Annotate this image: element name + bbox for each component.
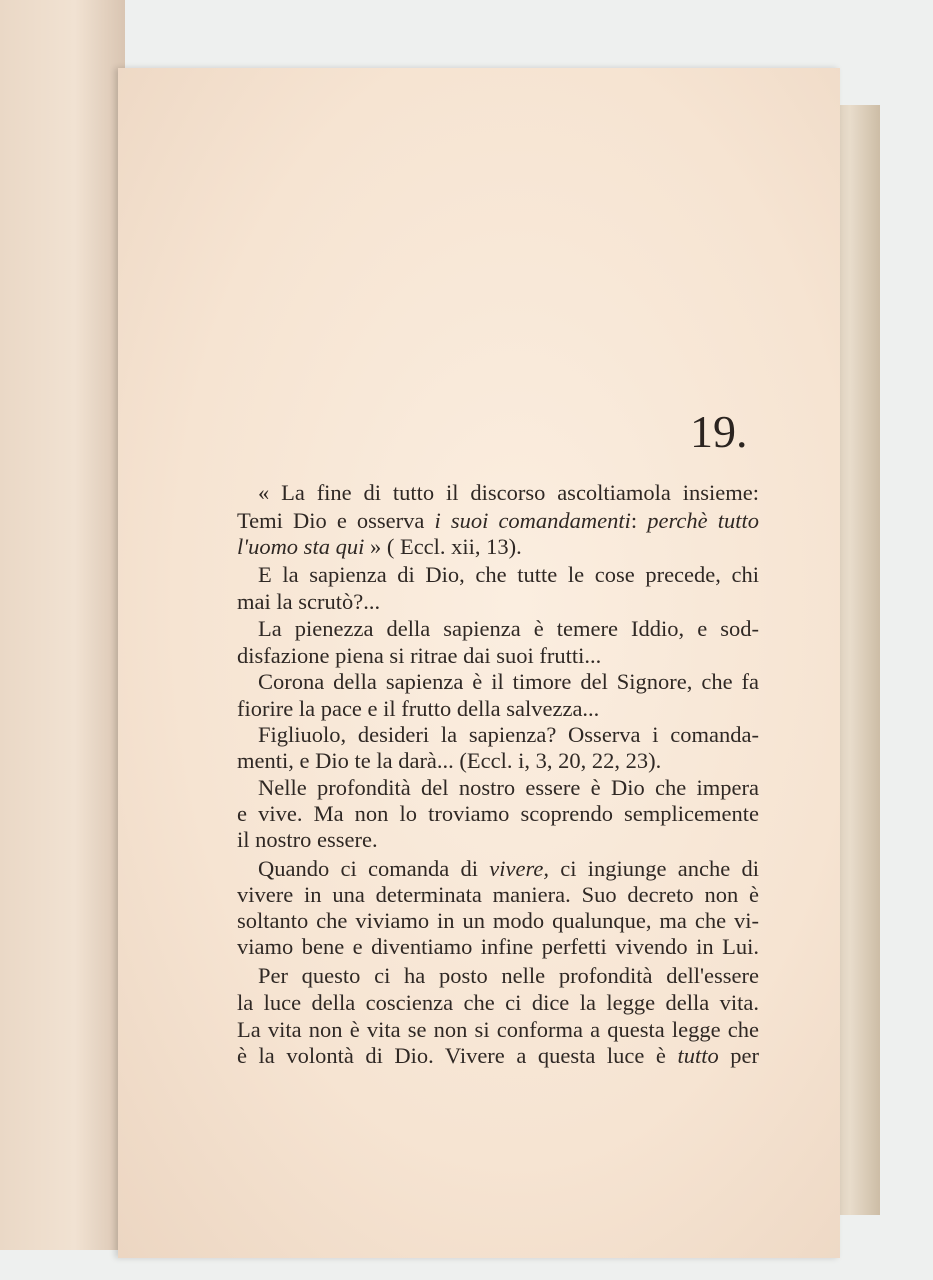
- text-line: [237, 534, 759, 560]
- text-segment: menti, e Dio te la darà... (Eccl. i, 3, 20, 22, 23).: [237, 748, 662, 773]
- text-segment: La vita non è vita se non si conforma a questa legge che: [237, 1017, 759, 1042]
- text-segment: fiorire la pace e il frutto della salvezza...: [237, 696, 600, 721]
- text-segment: Temi Dio e osserva: [237, 508, 435, 533]
- text-line: [237, 1043, 759, 1069]
- text-segment: il nostro essere.: [237, 827, 378, 852]
- text-line: [237, 696, 759, 722]
- text-segment: mai la scrutò?...: [237, 589, 381, 614]
- text-segment: La pienezza della sapienza è temere Iddio, e sod-: [258, 616, 759, 641]
- text-segment: soltanto che viviamo in un modo qualunque, ma che vi-: [237, 908, 759, 933]
- text-line: [258, 669, 759, 695]
- italic-text: i suoi comandamenti: [434, 508, 631, 533]
- text-segment: disfazione piena si ritrae dai suoi frutti...: [237, 643, 602, 668]
- italic-text: l'uomo sta qui: [237, 534, 365, 559]
- text-line: [237, 589, 759, 615]
- text-line: [237, 934, 759, 960]
- text-segment: per: [718, 1043, 759, 1068]
- chapter-number: 19.: [690, 406, 748, 457]
- text-line: [237, 882, 759, 908]
- text-line: [258, 616, 759, 642]
- text-segment: e vive. Ma non lo troviamo scoprendo semplicemente: [237, 801, 759, 826]
- italic-text: tutto: [677, 1043, 719, 1068]
- text-segment: « La fine di tutto il discorso ascoltiamola insieme:: [258, 480, 759, 505]
- left-page-edge: [0, 0, 125, 1250]
- text-segment: è la volontà di Dio. Vivere a questa luce è: [237, 1043, 678, 1068]
- text-line: [237, 643, 759, 669]
- text-line: [237, 748, 759, 774]
- italic-text: vivere,: [489, 856, 549, 881]
- text-segment: viamo bene e diventiamo infine perfetti vivendo in Lui.: [237, 934, 759, 959]
- text-line: [258, 775, 759, 801]
- text-segment: Figliuolo, desideri la sapienza? Osserva i comanda-: [258, 722, 759, 747]
- text-line: [237, 508, 759, 534]
- text-segment: Corona della sapienza è il timore del Signore, che fa: [258, 669, 759, 694]
- text-line: [237, 827, 759, 853]
- text-line: [258, 480, 759, 506]
- text-segment: Per questo ci ha posto nelle profondità dell'essere: [258, 963, 759, 988]
- text-line: [258, 963, 759, 989]
- text-segment: » ( Eccl. xii, 13).: [364, 534, 522, 559]
- text-segment: ci ingiunge anche di: [549, 856, 759, 881]
- text-segment: Quando ci comanda di: [258, 856, 490, 881]
- text-segment: Nelle profondità del nostro essere è Dio che impera: [258, 775, 759, 800]
- text-segment: :: [630, 508, 648, 533]
- italic-text: perchè tutto: [647, 508, 759, 533]
- text-line: [258, 856, 759, 882]
- text-line: [258, 722, 759, 748]
- text-segment: la luce della coscienza che ci dice la legge della vita.: [237, 990, 759, 1015]
- text-line: [237, 908, 759, 934]
- text-line: [237, 990, 759, 1016]
- text-line: [237, 1017, 759, 1043]
- text-segment: E la sapienza di Dio, che tutte le cose precede, chi: [258, 562, 759, 587]
- text-line: [237, 801, 759, 827]
- text-segment: vivere in una determinata maniera. Suo decreto non è: [237, 882, 759, 907]
- text-line: [258, 562, 759, 588]
